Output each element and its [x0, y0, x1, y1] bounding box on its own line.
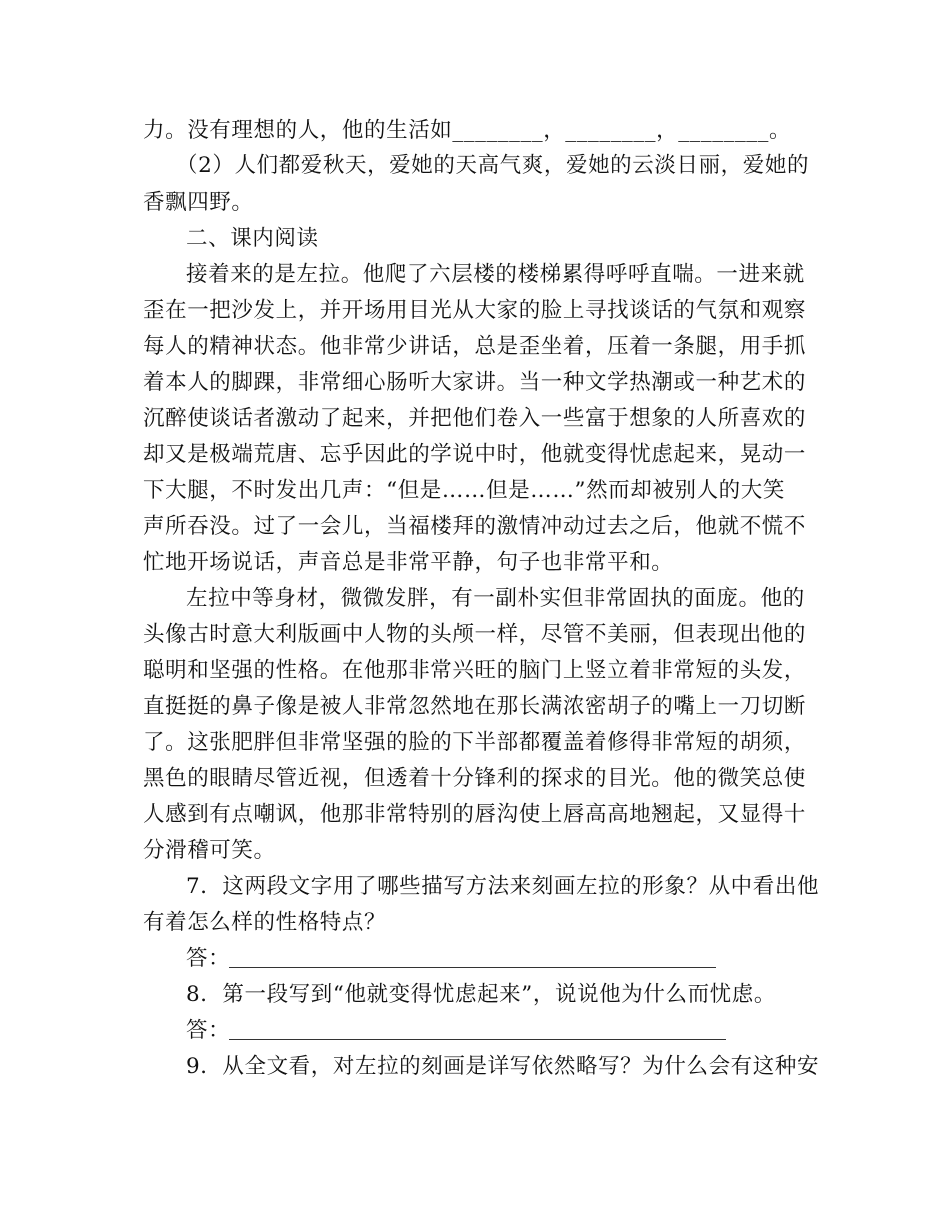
text-line: 香飘四野。 [143, 190, 254, 215]
answer-label: 答： [186, 1018, 231, 1043]
text-line: 接着来的是左拉。他爬了六层楼的楼梯累得呼呼直喘。一进来就 [186, 262, 805, 287]
text-line: 却又是极端荒唐、忘乎因此的学说中时，他就变得忧虑起来，晃动一 [143, 442, 807, 467]
text-line: （2）人们都爱秋天，爱她的天高气爽，爱她的云淡日丽，爱她的 [176, 153, 810, 178]
answer-blank-line[interactable] [229, 967, 716, 968]
answer-blank-line[interactable] [229, 1039, 726, 1040]
text-line: 人感到有点嘲讽，他那非常特别的唇沟使上唇高高地翘起，又显得十 [143, 802, 807, 827]
text-line: 有着怎么样的性格特点？ [143, 910, 387, 935]
text-line: 头像古时意大利版画中人物的头颅一样，尽管不美丽，但表现出他的 [143, 622, 807, 647]
text-line: 聪明和坚强的性格。在他那非常兴旺的脑门上竖立着非常短的头发， [143, 658, 807, 683]
text-line: 左拉中等身材，微微发胖，有一副朴实但非常固执的面庞。他的 [186, 586, 805, 611]
question-7: 7．这两段文字用了哪些描写方法来刻画左拉的形象？从中看出他 [186, 874, 820, 899]
text-line: 声所吞没。过了一会儿，当福楼拜的激情冲动过去之后，他就不慌不 [143, 514, 807, 539]
text-line: 每人的精神状态。他非常少讲话，总是歪坐着，压着一条腿，用手抓 [143, 334, 807, 359]
text-line: 歪在一把沙发上，并开场用目光从大家的脸上寻找谈话的气氛和观察 [143, 298, 807, 323]
answer-label: 答： [186, 946, 231, 971]
text-line: 力。没有理想的人，他的生活如________，________，________。 [143, 118, 792, 143]
question-9: 9．从全文看，对左拉的刻画是详写依然略写？为什么会有这种安 [186, 1054, 820, 1079]
text-line: 下大腿，不时发出几声：“但是……但是……”然而却被别人的大笑 [143, 478, 785, 503]
text-line: 忙地开场说话，声音总是非常平静，句子也非常平和。 [143, 550, 674, 575]
text-line: 直挺挺的鼻子像是被人非常忽然地在那长满浓密胡子的嘴上一刀切断 [143, 694, 807, 719]
section-heading: 二、课内阅读 [186, 226, 319, 251]
text-line: 分滑稽可笑。 [143, 838, 276, 863]
text-line: 沉醉使谈话者激动了起来，并把他们卷入一些富于想象的人所喜欢的 [143, 406, 807, 431]
text-line: 着本人的脚踝，非常细心肠听大家讲。当一种文学热潮或一种艺术的 [143, 370, 807, 395]
text-line: 了。这张肥胖但非常坚强的脸的下半部都覆盖着修得非常短的胡须， [143, 730, 807, 755]
text-line: 黑色的眼睛尽管近视，但透着十分锋利的探求的目光。他的微笑总使 [143, 766, 807, 791]
question-8: 8．第一段写到“他就变得忧虑起来”，说说他为什么而忧虑。 [186, 982, 776, 1007]
